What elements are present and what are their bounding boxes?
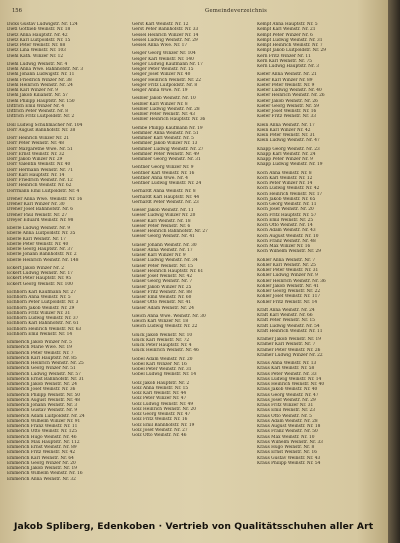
- directory-entry: Glaser Anna Weinstr. Nr. 17: [132, 247, 193, 253]
- directory-entry: Kern Fritz Winzer Nr. 11: [257, 53, 311, 59]
- directory-entry: Emmerich Georg Winzer Nr. 20: [7, 460, 76, 466]
- directory-entry: Eichhorn Karl Bahnhofstr. Nr. 61: [7, 321, 79, 327]
- directory-entry: Dörr Margarethe Wwe. Nr. 51: [7, 146, 73, 152]
- directory-entry: Geiger Peter Weinstr. Nr. 15: [132, 67, 194, 72]
- directory-entry: Dörr Jakob Winzer Nr. 29: [7, 157, 63, 162]
- directory-entry: Dietz Karl Luitpoldstr. Nr. 15: [7, 37, 71, 43]
- directory-entry: Gölz Karl Weinstr. Nr. 44: [132, 391, 187, 396]
- directory-entry: Gemmler Peter Weinstr. Nr. 49: [132, 151, 199, 157]
- page-number: 156: [12, 8, 22, 14]
- directory-entry: Diehl Kath. Winzer Nr. 12: [7, 53, 64, 59]
- directory-entry: Kramer Ludwig Winzer Nr. 22: [257, 352, 323, 358]
- directory-entry: Eichhorn Peter Luitpoldstr. Nr. 3: [7, 300, 79, 306]
- directory-entry: Göbel Ludwig Weinstr. Nr. 14: [132, 372, 197, 378]
- directory-entry: Kraft Peter Weinstr. Nr. 15: [257, 318, 315, 324]
- directory-entry: Köhler Peter Weinstr. Nr. 31: [257, 268, 319, 273]
- directory-entry: Diehl Jakob Kilianstr. Nr. 57: [7, 93, 68, 99]
- directory-entry: Dreher Anna Wwe. Weinstr. Nr. 16: [7, 196, 83, 202]
- directory-entry: Emmerich August Weinstr. Nr. 48: [7, 397, 81, 403]
- directory-entry: Kraft Ludwig Weinstr. Nr. 54: [257, 323, 320, 329]
- directory-entry: Kraft Heinrich Weinstr. Nr. 11: [257, 328, 323, 334]
- directory-entry: Dörr August Bahnhofstr. Nr. 38: [7, 127, 76, 133]
- directory-entry: Kraus Fritz Winzer Nr. 31: [257, 403, 314, 408]
- directory-entry: Kraus Otto Weinstr. Nr. 5: [257, 413, 312, 419]
- directory-entry: Köhler Fritz Weinstr. Nr. 14: [257, 299, 318, 305]
- directory-entry: Glaser Ludwig Weinstr. Nr. 34: [132, 258, 198, 264]
- directory-entry: Kern Karl Weinstr. Nr. 75: [257, 58, 312, 64]
- directory-entry: Gessel Anna Wwe. Nr. 17: [132, 43, 188, 48]
- directory-entry: Gemmler Ludwig Weinstr. Nr. 27: [132, 146, 204, 152]
- book-spine-shadow: [388, 0, 400, 543]
- directory-entry: Eichhorn Ludwig Weinstr. Nr. 37: [7, 316, 79, 321]
- directory-entry: Emmerich Heinrich Weinstr. Nr. 25: [7, 361, 84, 366]
- directory-entry: Eichhorn Karl Kaufmann Nr. 27: [7, 289, 76, 295]
- directory-entry: Gluck Jakob Weinstr. Nr. 10: [132, 332, 193, 338]
- directory-entry: Geiger Josef Winzer Nr. 40: [132, 72, 191, 78]
- directory-entry: Gessel Heinrich Winzer Nr. 14: [132, 32, 199, 38]
- directory-entry: Dörr Hermann Weinstr. Nr. 71: [7, 167, 73, 173]
- directory-entry: Emmerich Anna Weinstr. Nr. 32: [7, 476, 76, 482]
- directory-entry: Emmerich Wilhelm Winzer Nr. 91: [7, 418, 81, 424]
- directory-entry: Köhler Ludwig Winzer Nr. 9: [257, 273, 318, 279]
- directory-entry: Kempf Peter Winzer Nr. 6: [257, 32, 313, 38]
- directory-entry: Kramer Karl Weinstr. Nr. 7: [257, 342, 316, 348]
- directory-entry: Kiefer Georg Weinstr. Nr. 59: [257, 103, 319, 109]
- directory-entry: Eberle Georg Hauptstr. Nr. 37: [7, 247, 73, 252]
- directory-entry: Kraus Wilhelm Weinstr. Nr. 33: [257, 439, 323, 445]
- directory-entry: Diehl Anna Wwe. Bahnhofstr. Nr. 3: [7, 67, 84, 72]
- directory-entry: Glaser Adam Weinstr. Nr. 24: [132, 305, 194, 311]
- directory-entry: Kraus Ludwig Weinstr. Nr. 14: [257, 376, 322, 382]
- directory-entry: Gentner Karl Weinstr. Nr. 16: [132, 170, 195, 176]
- directory-entry: Koch Josef Weinstr. Nr. 20: [257, 207, 314, 213]
- directory-entry: Knapp Georg Weinstr. Nr. 23: [257, 146, 320, 152]
- directory-entry: Gembe Philipp Kaufmann Nr. 19: [132, 125, 203, 131]
- directory-entry: Koch Wilhelm Weinstr. Nr. 29: [257, 249, 321, 255]
- directory-entry: Geiger Georg Winzer Nr. 104: [132, 51, 196, 57]
- directory-entry: Emmerich Jakob Weinstr. Nr. 19: [7, 466, 77, 471]
- directory-entry: Emmerich Josef Weinstr. Nr. 36: [7, 387, 76, 393]
- directory-entry: Kraus Emil Weinstr. Nr. 23: [257, 408, 316, 414]
- directory-entry: Köhler Heinrich Weinstr. Nr. 36: [257, 278, 326, 284]
- directory-entry: Koch Adam Weinstr. Nr. 43: [257, 228, 316, 234]
- directory-entry: Kraus Hugo Weinstr. Nr. 8: [257, 445, 315, 450]
- directory-entry: Gölz Ludwig Weinstr. Nr. 49: [132, 401, 194, 407]
- directory-entry: Dreher Josef Bahnhofstr. Nr. 6: [7, 207, 74, 213]
- directory-entry: Kiefer Ludwig Weinstr. Nr. 40: [257, 88, 322, 93]
- directory-entry: Dörr Peter Weinstr. Nr. 48: [7, 141, 64, 147]
- directory-entry: Gölz Fritz Weinstr. Nr. 16: [132, 417, 188, 423]
- directory-entry: Gerhardt Peter Weinstr. Nr. 23: [132, 199, 199, 205]
- directory-entry: Klein Anna Weinstr. Nr. 17: [257, 122, 315, 128]
- directory-entry: Dreher Paul Weinstr. Nr. 27: [7, 212, 68, 218]
- directory-entry: Koch August Weinstr. Nr. 10: [257, 233, 319, 239]
- directory-entry: Gentner Georg Winzer Nr. 9: [132, 165, 194, 171]
- directory-entry: Geißler Peter Weinstr. Nr. 43: [132, 112, 196, 117]
- directory-entry: Dietz Anna Hauptstr. Nr. 42: [7, 32, 68, 38]
- directory-entry: Kiefer Jakob Weinstr. Nr. 26: [257, 98, 318, 104]
- directory-entry: Eichhorn Fritz Winzer Nr. 31: [7, 310, 71, 316]
- directory-entry: Glaser Georg Weinstr. Nr. 7: [132, 279, 193, 285]
- directory-entry: Kraus Ernst Weinstr. Nr. 16: [257, 450, 317, 456]
- directory-entry: Kraus Gustav Weinstr. Nr. 43: [257, 455, 321, 461]
- directory-entry: Kraft Karl Weinstr. Nr. 66: [257, 313, 313, 318]
- directory-entry: Gieser Jakob Weinstr. Nr. 11: [132, 208, 194, 213]
- directory-entry: Doll Ludwig Schuhmacher Nr. 104: [7, 122, 83, 128]
- directory-entry: Kiefer Heinrich Weinstr. Nr. 26: [257, 93, 325, 99]
- directory-entry: Kraus Philipp Weinstr. Nr. 54: [257, 460, 321, 466]
- directory-entry: Glaser Karl Winzer Nr. 9: [132, 253, 186, 258]
- directory-entry: Dreyer Eduard Weinstr. Nr. 98: [7, 217, 74, 223]
- directory-entry: Dietz Peter Weinstr. Nr. 88: [7, 43, 66, 48]
- directory-entry: Geißler Ludwig Weinstr. Nr. 28: [132, 106, 200, 112]
- directory-entry: Klein Ludwig Weinstr. Nr. 47: [257, 138, 320, 144]
- directory-entry: Glaser Jakob Winzer Nr. 25: [132, 284, 192, 290]
- directory-entry: Kraus August Weinstr. Nr. 18: [257, 424, 321, 429]
- directory-entry: Koch Emil Weinstr. Nr. 25: [257, 217, 314, 223]
- directory-entry: Knapp Peter Winzer Nr. 9: [257, 157, 313, 162]
- directory-entry: Koch Karl Weinstr. Nr. 12: [257, 175, 313, 181]
- directory-entry: Dreher Karl Winzer Nr. 30: [7, 202, 65, 207]
- directory-entry: Gluck Karl Weinstr. Nr. 72: [132, 337, 190, 343]
- directory-entry: Gieser Heinrich Bahnhofstr. Nr. 27: [132, 229, 208, 234]
- directory-entry: Dörrmann Emil Luitpoldstr. Nr. 4: [7, 188, 80, 194]
- directory-entry: Gleich Karl Winzer Nr. 18: [132, 319, 189, 324]
- directory-entry: Emmerich Otto Weinstr. Nr. 125: [7, 429, 77, 435]
- directory-entry: Dörr Heinrich Winzer Nr. 21: [7, 136, 70, 141]
- directory-entry: Dietl Gottlieb Weinstr. Nr. 18: [7, 27, 71, 33]
- directory-entry: Kempf Jakob Luitpoldstr. Nr. 29: [257, 48, 326, 54]
- directory-entry: Gölz Peter Winzer Nr. 47: [132, 396, 187, 402]
- directory-entry: Emmerich Wilhelm Weinstr. Nr. 16: [7, 471, 83, 477]
- directory-entry: Kraus Peter Weinstr. Nr. 33: [257, 371, 317, 377]
- directory-entry: Kramer Jakob Weinstr. Nr. 19: [257, 337, 321, 342]
- directory-entry: Gieser Ludwig Winzer Nr. 20: [132, 213, 196, 219]
- directory-entry: Glaser Otto Weinstr. Nr. 41: [132, 300, 192, 306]
- directory-entry: Kraus Anna Weinstr. Nr. 13: [257, 361, 317, 366]
- directory-entry: Gluck Heinrich Weinstr. Nr. 46: [132, 348, 199, 354]
- directory-entry: Koch Fritz Hauptstr. Nr. 57: [257, 212, 317, 218]
- directory-entry: Emmerich Johann Weinstr. Nr. 3: [7, 403, 78, 408]
- directory-entry: Eberle Ludwig Weinstr. Nr. 9: [7, 226, 71, 231]
- directory-entry: Gölz Anna Weinstr. Nr. 15: [132, 385, 189, 391]
- page-header: [5, 0, 388, 16]
- directory-entry: Gieser Peter Weinstr. Nr. 6: [132, 223, 191, 229]
- directory-entry: Emmerich Adam Luitpoldstr. Nr. 24: [7, 413, 85, 419]
- directory-entry: Geiger Fritz Luitpoldstr. Nr. 8: [132, 82, 198, 88]
- directory-entry: Kraft Anna Weinstr. Nr. 24: [257, 307, 315, 313]
- directory-entry: Kraus Karl Weinstr. Nr. 58: [257, 366, 315, 372]
- directory-entry: Emmerich Jakob Winzer Nr. 5: [7, 340, 72, 345]
- directory-entry: Dörr Heinrich Weinstr. Nr. 62: [7, 183, 72, 189]
- directory-entry: Gessel Ludwig Weinstr. Nr. 29: [132, 37, 198, 43]
- directory-entry: Geiger Karl Weinstr. Nr. 140: [132, 56, 194, 62]
- directory-entry: Klein Peter Weinstr. Nr. 31: [257, 133, 316, 138]
- directory-entry: Emmerich Jakob Weinstr. Nr. 24: [7, 382, 77, 387]
- directory-entry: Kiefer Anna Weinstr. Nr. 21: [257, 72, 317, 78]
- directory-entry: Eichhorn Heinrich Weinstr. Nr. 63: [7, 326, 82, 332]
- directory-entry: Emmerich Karl Hauptstr. Nr. 85: [7, 355, 77, 361]
- directory-entry: Emmerich Franz Weinstr. Nr. 11: [7, 424, 78, 429]
- directory-entry: Emmerich Max Hauptstr. Nr. 112: [7, 439, 80, 445]
- directory-entry: Gemmler Anna Weinstr. Nr. 51: [132, 130, 199, 136]
- directory-entry: Dittrich Peter Weinstr. Nr. 8: [7, 109, 68, 114]
- directory-entry: Geiger Ludwig Kaufmann Nr. 17: [132, 61, 203, 67]
- directory-entry: Koch Georg Weinstr. Nr. 11: [257, 202, 317, 207]
- directory-entry: Köhler Karl Weinstr. Nr. 25: [257, 262, 316, 268]
- directory-entry: Gerhardt Karl Hauptstr. Nr. 44: [132, 194, 200, 200]
- directory-entry: Köhler Jakob Weinstr. Nr. 41: [257, 283, 319, 289]
- directory-entry: Emmerich Marie Wwe. Nr. 19: [7, 345, 73, 351]
- directory-entry: Eckert Georg Weinstr. Nr. 100: [7, 281, 73, 287]
- directory-entry: Dicks Gustav Ludwigstr. Nr. 124: [7, 22, 78, 27]
- directory-entry: Gölz Georg Weinstr. Nr. 47: [132, 412, 191, 417]
- directory-entry: Kraus Heinrich Weinstr. Nr. 40: [257, 382, 325, 387]
- directory-entry: Diehl Johann Ludwigstr. Nr. 11: [7, 72, 75, 78]
- directory-entry: Kiefer Josef Weinstr. Nr. 16: [257, 109, 317, 114]
- directory-entry: Koch Peter Winzer Nr. 14: [257, 181, 313, 186]
- directory-entry: Gleich Anna Wwe. Weinstr. Nr. 30: [132, 313, 206, 319]
- directory-entry: Koch Anna Weinstr. Nr. 8: [257, 170, 312, 176]
- directory-entry: Göbel Adam Weinstr. Nr. 20: [132, 356, 193, 362]
- directory-entry: Eckert Ludwig Weinstr. Nr. 17: [7, 271, 73, 276]
- directory-entry: Dörr Valentin Weinstr. Nr. 40: [7, 162, 71, 168]
- directory-entry: Glaser Heinrich Hauptstr. Nr. 61: [132, 268, 204, 274]
- directory-entry: Gölz Emil Bahnhofstr. Nr. 19: [132, 422, 195, 428]
- directory-entry: Glaser Peter Weinstr. Nr. 15: [132, 263, 194, 269]
- directory-entry: Klein Karl Winzer Nr. 42: [257, 127, 311, 133]
- directory-entry: Eichhorn Emil Weinstr. Nr. 14: [7, 331, 73, 337]
- directory-entry: Eckert Peter Hauptstr. Nr. 95: [7, 276, 72, 282]
- directory-entry: Gölz Josef Weinstr. Nr. 27: [132, 427, 188, 433]
- directory-entry: Diehl Ludwig Weinstr. Nr. 4: [7, 61, 68, 67]
- directory-entry: Diehl Karl Winzer Nr. 9: [7, 88, 58, 93]
- running-title: Gemeindeverzeichnis: [205, 8, 268, 14]
- directory-entry: Emmerich Ernst Weinstr. Nr. 89: [7, 445, 77, 450]
- directory-entry: Geiger Heinrich Weinstr. Nr. 22: [132, 77, 201, 83]
- directory-entry: Kiefer Fritz Weinstr. Nr. 33: [257, 114, 316, 120]
- directory-columns: [7, 22, 377, 518]
- directory-entry: Köhler Georg Weinstr. Nr. 22: [257, 289, 321, 294]
- directory-entry: Glaser Johann Weinstr. Nr. 30: [132, 242, 197, 248]
- directory-entry: Kramer Peter Weinstr. Nr. 26: [257, 347, 321, 353]
- directory-entry: Dietz Lina Weinstr. Nr. 103: [7, 48, 66, 54]
- directory-entry: Eberle Anna Luitpoldstr. Nr. 35: [7, 231, 76, 237]
- directory-entry: Koch Ludwig Weinstr. Nr. 42: [257, 186, 320, 192]
- directory-entry: Gentner Ludwig Weinstr. Nr. 24: [132, 181, 202, 186]
- directory-entry: Geißler Karl Winzer Nr. 8: [132, 101, 188, 107]
- directory-entry: Koch Max Winzer Nr. 16: [257, 244, 311, 249]
- directory-entry: Kempf Karl Weinstr. Nr. 21: [257, 27, 316, 33]
- directory-entry: Eberle Heinrich Weinstr. Nr. 148: [7, 257, 79, 263]
- directory-entry: Gölz Otto Weinstr. Nr. 46: [132, 433, 187, 438]
- directory-entry: Gieser Georg Weinstr. Nr. 41: [132, 234, 195, 240]
- directory-entry: Köhler Josef Weinstr. Nr. 117: [257, 294, 321, 300]
- directory-entry: Geiger Anna Wwe. Nr. 19: [132, 88, 188, 93]
- directory-entry: Kraus Franz Weinstr. Nr. 50: [257, 429, 318, 435]
- directory-entry: Geißler Heinrich Hauptstr. Nr. 36: [132, 117, 206, 123]
- directory-entry: Gentner Anna Wwe. Nr. 4: [132, 175, 188, 181]
- directory-entry: Koch Jakob Weinstr. Nr. 65: [257, 196, 316, 202]
- directory-entry: Kraus Jakob Weinstr. Nr. 40: [257, 387, 318, 393]
- directory-entry: Emmerich Georg Winzer Nr. 51: [7, 366, 76, 372]
- directory-entry: Dittrich Fritz Luitpoldstr. Nr. 2: [7, 114, 75, 120]
- directory-entry: Dittrich Emil Winzer Nr. 4: [7, 103, 65, 109]
- directory-entry: Gerhardt Anna Weinstr. Nr. 8: [132, 189, 196, 195]
- directory-entry: Emmerich Hugo Weinstr. Nr. 46: [7, 434, 77, 440]
- directory-entry: Dörr Friedrich Weinstr. Nr. 12: [7, 178, 73, 183]
- directory-entry: Kraus Max Weinstr. Nr. 10: [257, 434, 315, 440]
- directory-entry: Gerst Karl Weinstr. Nr. 12: [132, 22, 189, 27]
- directory-entry: Koch Heinrich Weinstr. Nr. 17: [257, 191, 323, 197]
- directory-entry: Glaser Josef Weinstr. Nr. 42: [132, 274, 193, 279]
- directory-entry: Göbel Peter Weinstr. Nr. 31: [132, 367, 192, 372]
- directory-entry: Gemmler Georg Weinstr. Nr. 31: [132, 157, 201, 162]
- directory-entry: Eckert Jakob Winzer Nr. 2: [7, 265, 64, 271]
- directory-entry: Kempf Heinrich Weinstr. Nr. 7: [257, 43, 323, 48]
- directory-entry: Gluck Peter Hauptstr. Nr. 4: [132, 343, 192, 348]
- directory-entry: Gölz Jakob Hauptstr. Nr. 2: [132, 380, 190, 386]
- footer-advertisement: Jakob Spliberg, Edenkoben · Vertrieb von Qualitätsschuhen aller Art: [14, 521, 374, 532]
- directory-entry: Emmerich Fritz Weinstr. Nr. 42: [7, 450, 76, 456]
- column-3: [257, 22, 375, 518]
- directory-entry: Diehl Philipp Hauptstr. Nr. 150: [7, 98, 75, 104]
- directory-entry: Kraus Georg Weinstr. Nr. 47: [257, 392, 319, 398]
- directory-entry: Kiefer Karl Winzer Nr. 89: [257, 77, 313, 83]
- directory-entry: Emmerich Philipp Weinstr. Nr. 50: [7, 392, 80, 398]
- directory-entry: Emmerich Gustav Weinstr. Nr. 9: [7, 408, 78, 414]
- directory-entry: Eberle Karl Weinstr. Nr. 17: [7, 236, 66, 242]
- directory-entry: Eberle Peter Weinstr. Nr. 40: [7, 241, 69, 247]
- directory-entry: Knapp Karl Weinstr. Nr. 24: [257, 151, 316, 157]
- directory-entry: Göbel Karl Winzer Nr. 16: [132, 361, 187, 367]
- directory-entry: Gerst Peter Bahnhofstr. Nr. 33: [132, 27, 199, 33]
- directory-entry: Kiefer Peter Weinstr. Nr. 9: [257, 82, 315, 88]
- directory-entry: Gemmler Karl Weinstr. Nr. 5: [132, 136, 194, 141]
- directory-entry: Gemmler Jakob Winzer Nr. 13: [132, 141, 198, 147]
- directory-entry: Gleich Ludwig Weinstr. Nr. 22: [132, 324, 198, 330]
- directory-entry: Glaser Fritz Weinstr. Nr. 88: [132, 289, 192, 295]
- directory-entry: Emmerich Ludwig Weinstr. Nr. 57: [7, 371, 81, 377]
- directory-entry: Glaser Emil Weinstr. Nr. 60: [132, 295, 192, 300]
- directory-entry: Eichhorn Jakob Weinstr. Nr. 29: [7, 305, 75, 311]
- directory-entry: Dörr Karl Hauptstr. Nr. 14: [7, 172, 65, 178]
- directory-entry: Emmerich Karl Weinstr. Nr. 64: [7, 455, 74, 461]
- column-2: [132, 22, 250, 518]
- directory-entry: Kern Ludwig Hauptstr. Nr. 3: [257, 64, 319, 69]
- directory-entry: Gölz Heinrich Weinstr. Nr. 20: [132, 406, 196, 412]
- directory-entry: Diehl Friedrich Winzer Nr. 38: [7, 77, 72, 83]
- directory-entry: Kraus Josef Weinstr. Nr. 29: [257, 397, 316, 403]
- directory-entry: Diehl Heinrich Weinstr. Nr. 24: [7, 82, 73, 88]
- directory-entry: Eichhorn Anna Weinstr. Nr. 5: [7, 295, 71, 300]
- directory-entry: Geißler Jakob Weinstr. Nr. 10: [132, 96, 196, 102]
- directory-entry: Eberle Johann Bahnhofstr. Nr. 2: [7, 252, 77, 258]
- directory-entry: Knapp Ludwig Weinstr. Nr. 19: [257, 162, 323, 168]
- directory-entry: Kempf Ludwig Weinstr. Nr. 31: [257, 37, 323, 43]
- directory-entry: Dörr Ernst Weinstr. Nr. 32: [7, 151, 65, 157]
- directory-entry: Koch Franz Weinstr. Nr. 48: [257, 238, 316, 244]
- directory-entry: Köhler Anna Weinstr. Nr. 7: [257, 257, 316, 263]
- directory-entry: Koch Otto Weinstr. Nr. 14: [257, 223, 313, 228]
- directory-entry: Emmerich Peter Weinstr. Nr. 7: [7, 350, 74, 356]
- directory-entry: Kraus Adam Weinstr. Nr. 28: [257, 418, 318, 424]
- column-1: [7, 22, 125, 518]
- directory-entry: Emmerich Ernst Bahnhofstr. Nr. 31: [7, 376, 85, 382]
- directory-entry: Gieser Karl Weinstr. Nr. 18: [132, 218, 191, 224]
- directory-entry: Kempf Anna Hauptstr. Nr. 5: [257, 22, 318, 27]
